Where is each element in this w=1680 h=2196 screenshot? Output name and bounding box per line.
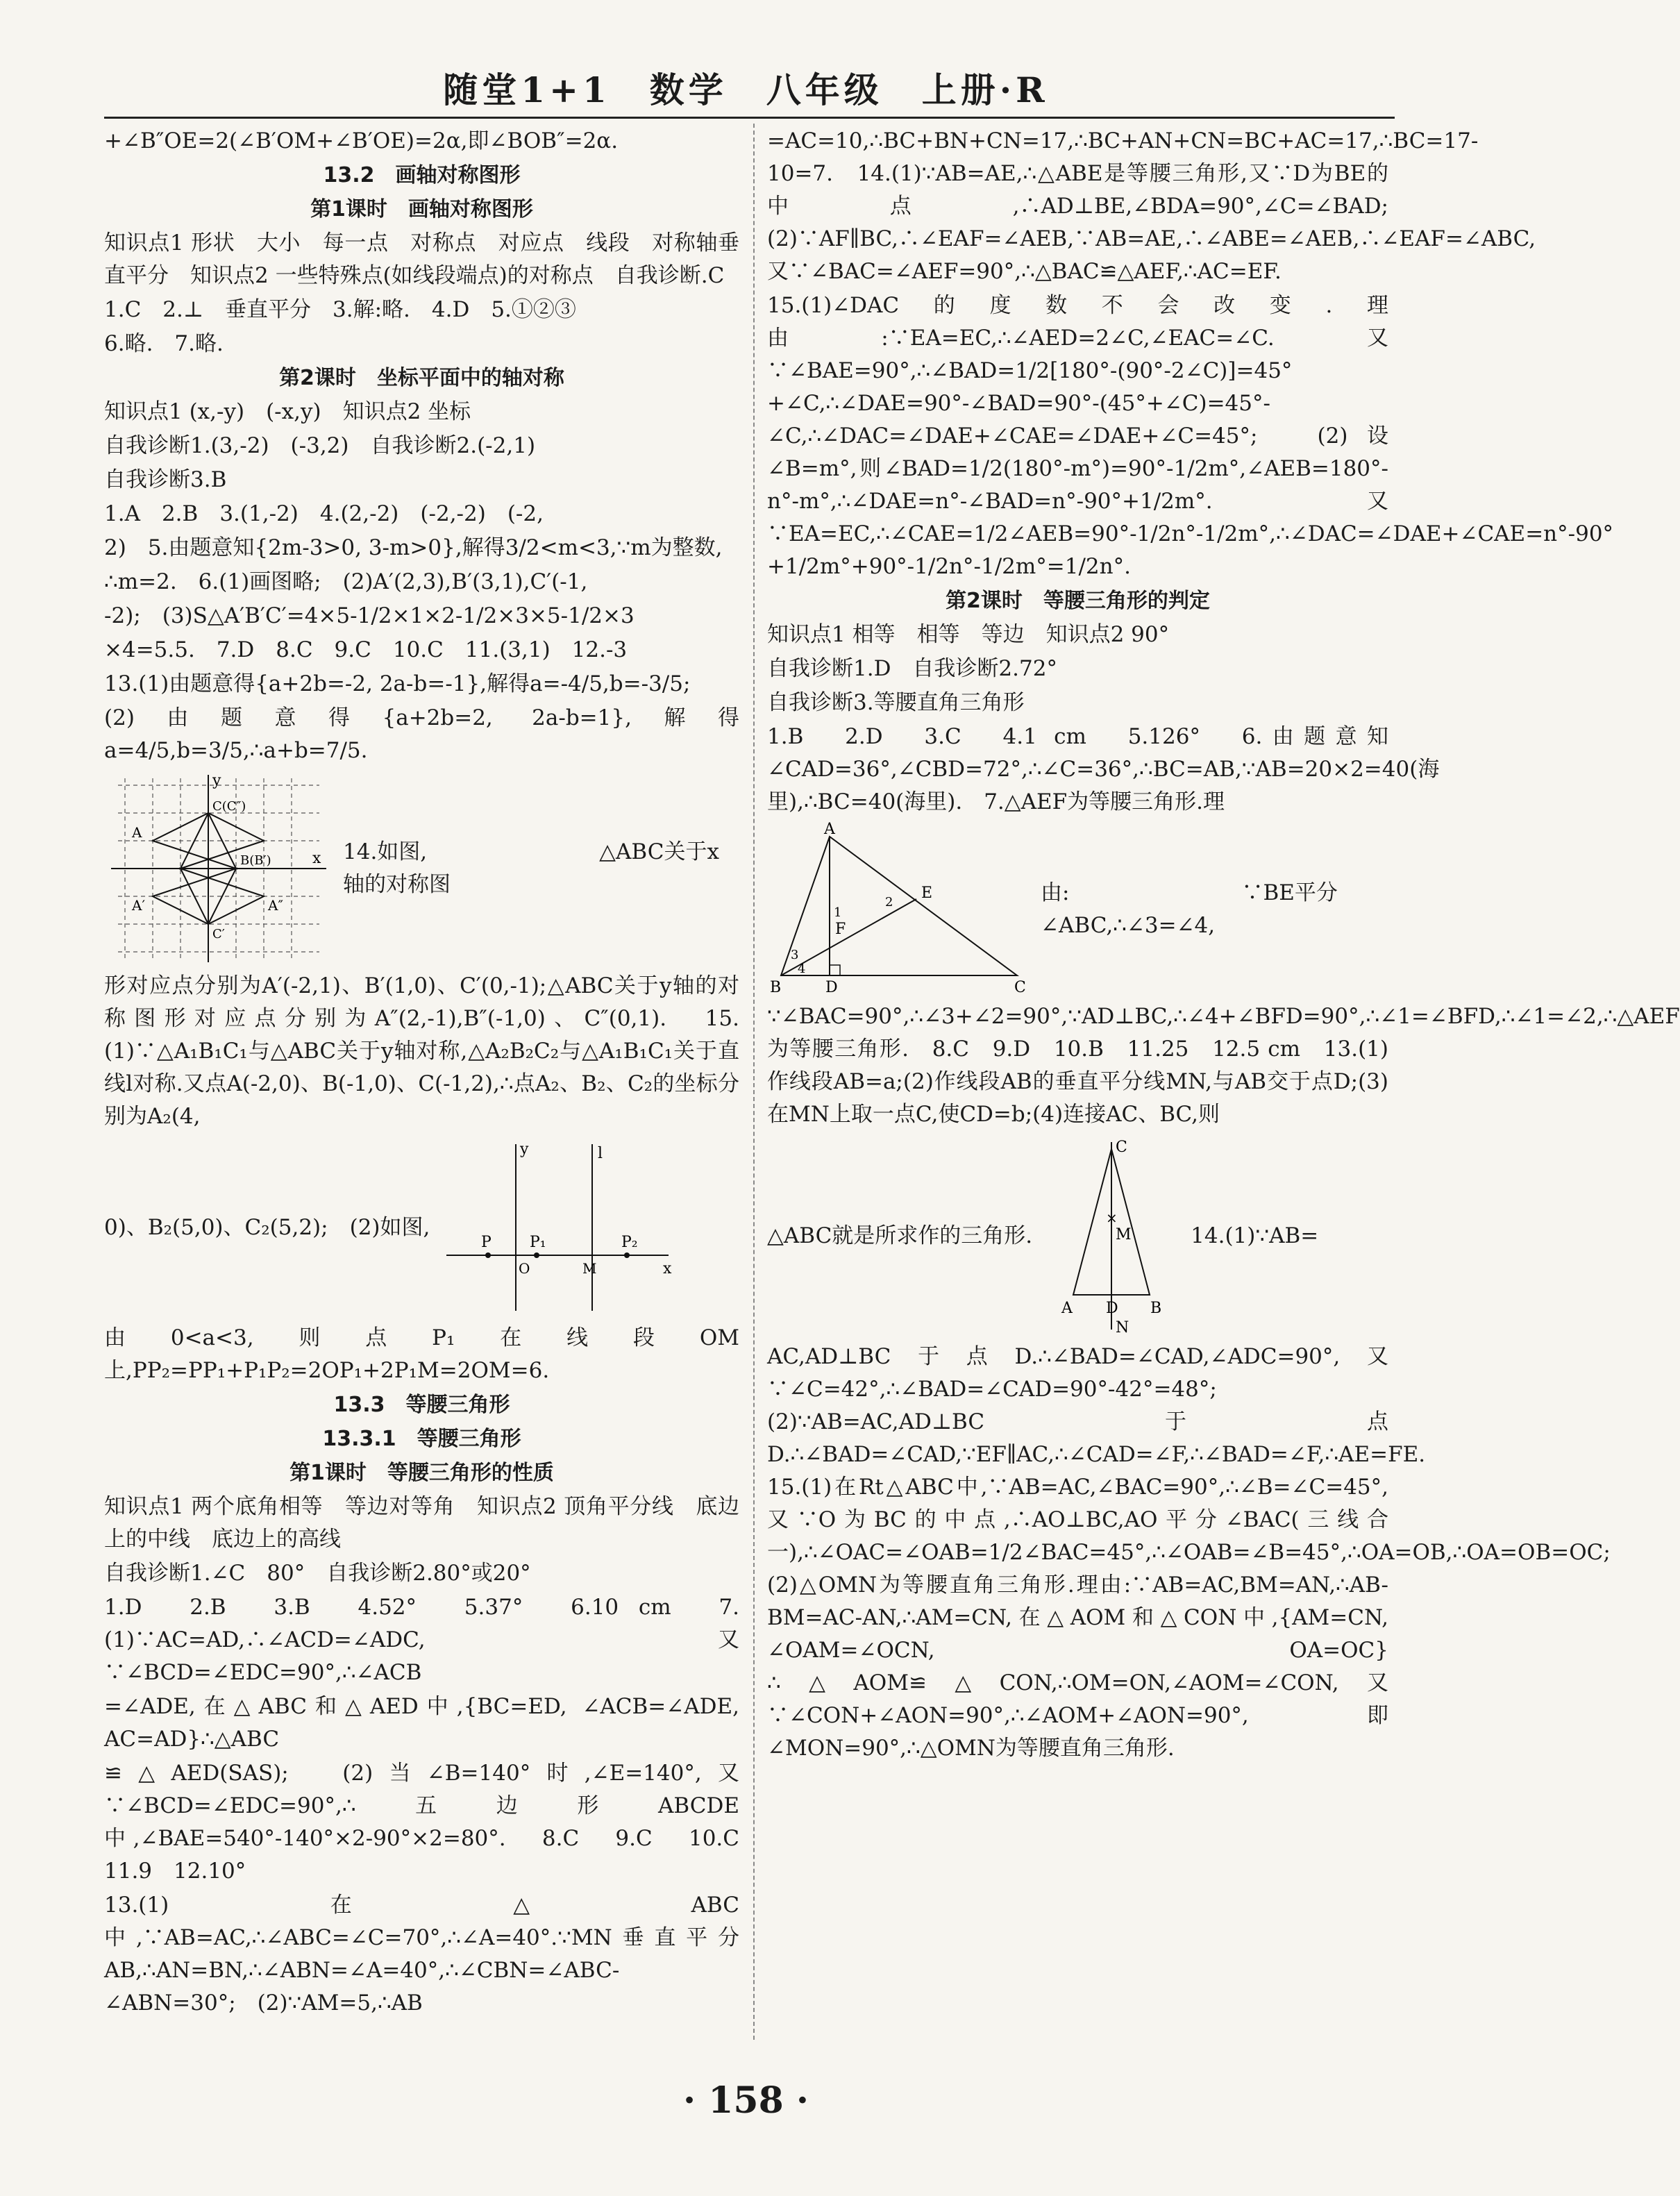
text-paragraph: (2)由题意得{a+2b=2, 2a-b=1},解得a=4/5,b=3/5,∴a+b=7/5.: [104, 705, 739, 763]
svg-text:A: A: [132, 824, 142, 841]
svg-text:P₁: P₁: [530, 1234, 546, 1251]
text-paragraph: 知识点1 相等 相等 等边 知识点2 90°: [767, 622, 1170, 647]
text-paragraph: =∠ADE,在△ABC和△AED中,{BC=ED, ∠ACB=∠ADE, AC=AD}∴△ABC: [104, 1694, 739, 1752]
svg-text:l: l: [598, 1145, 603, 1162]
svg-text:A″: A″: [268, 897, 283, 914]
text-line: +∠B″OE=2(∠B′OM+∠B′OE)=2α,即∠BOB″=2α.: [104, 128, 619, 153]
text-paragraph: =AC=10,∴BC+BN+CN=17,∴BC+AN+CN=BC+AC=17,∴BC=17-10=7. 14.(1)∵AB=AE,∴△ABE是等腰三角形,又∵D为BE的中点,∴AD⊥BE,∠BDA=90°,∠C=∠BAD; (2)∵AF∥BC,∴∠EAF=∠AEB,∵AB=AE,∴∠ABE=∠AEB,∴∠EAF=∠ABC,又∵∠BAC=∠AEF=90°,∴△BAC≌△AEF,∴AC=EF.: [767, 128, 1536, 284]
lesson-title: 第2课时 等腰三角形的判定: [946, 589, 1210, 613]
svg-text:x: x: [663, 1260, 672, 1277]
figure-7: [767, 823, 1388, 996]
lesson-title: 第1课时 画轴对称图形: [310, 197, 533, 221]
text-paragraph: 1.D 2.B 3.B 4.52° 5.37° 6.10 cm 7.(1)∵AC=AD,∴∠ACD=∠ADC,又∵∠BCD=∠EDC=90°,∴∠ACB: [104, 1595, 739, 1685]
construction-figure-13: [1042, 1135, 1181, 1336]
column-divider: [753, 124, 755, 2040]
svg-text:×: ×: [1106, 1209, 1118, 1226]
svg-text:O: O: [519, 1260, 530, 1277]
section-title: 13.3.1 等腰三角形: [322, 1427, 521, 1451]
header-rule: [104, 117, 1395, 119]
lesson-title: 第1课时 等腰三角形的性质: [289, 1461, 554, 1485]
figure-caption: 由: ∵BE平分∠ABC,∴∠3=∠4,: [1041, 880, 1338, 938]
text-paragraph: 自我诊断3.B: [104, 467, 227, 492]
svg-text:E: E: [921, 885, 933, 902]
svg-text:A: A: [1061, 1300, 1073, 1317]
text-paragraph: ∵∠BAC=90°,∴∠3+∠2=90°,∵AD⊥BC,∴∠4+∠BFD=90°,∴∠1=∠BFD,∴∠1=∠2,∴△AEF为等腰三角形. 8.C 9.D 10.B 11.25 12.5 cm 13.(1)作线段AB=a;(2)作线段AB的垂直平分线MN,与AB交于点D;(3)在MN上取一点C,使CD=b;(4)连接AC、BC,则: [767, 1004, 1680, 1127]
text-paragraph: 形对应点分别为A′(-2,1)、B′(1,0)、C′(0,-1);△ABC关于y轴的对称图形对应点分别为A″(2,-1),B″(-1,0)、C″(0,1). 15.(1)∵△A₁B₁C₁与△ABC关于y轴对称,△A₂B₂C₂与△A₁B₁C₁关于直线l对称.又点A(-2,0)、B(-1,0)、C(-1,2),∴点A₂、B₂、C₂的坐标分别为A₂(4,: [104, 973, 739, 1129]
text-paragraph: 6.略. 7.略.: [104, 331, 224, 356]
svg-text:x: x: [312, 850, 321, 867]
figure-caption: 0)、B₂(5,0)、C₂(5,2); (2)如图,: [104, 1214, 430, 1240]
text-paragraph: -2); (3)S△A′B′C′=4×5-1/2×1×2-1/2×3×5-1/2×3: [104, 603, 635, 628]
text-paragraph: ∴m=2. 6.(1)画图略; (2)A′(2,3),B′(3,1),C′(-1,: [104, 569, 588, 594]
text-paragraph: 1.B 2.D 3.C 4.1 cm 5.126° 6.由题意知∠CAD=36°,∠CBD=72°,∴∠C=36°,∴BC=AB,∵AB=20×2=40(海里),∴BC=40(海里). 7.△AEF为等腰三角形.理: [767, 724, 1440, 814]
text-paragraph: AC,AD⊥BC于点D.∴∠BAD=∠CAD,∠ADC=90°,又∵∠C=42°,∴∠BAD=∠CAD=90°-42°=48°; (2)∵AB=AC,AD⊥BC于点D.∴∠BAD=∠CAD,∵EF∥AC,∴∠CAD=∠F,∴∠BAD=∠F,∴AE=FE. 15.(1)在Rt△ABC中,∵AB=AC,∠BAC=90°,∴∠B=∠C=45°,又∵O为BC的中点,∴AO⊥BC,AO平分∠BAC(三线合一),∴∠OAC=∠OAB=1/2∠BAC=45°,∴∠OAB=∠B=45°,∴OA=OB,∴OA=OB=OC; (2)△OMN为等腰直角三角形.理由:∵AB=AC,BM=AN,∴AB-BM=AC-AN,∴AM=CN,在△AOM和△CON中,{AM=CN, ∠OAM=∠OCN, OA=OC}∴△AOM≌△CON,∴OM=ON,∠AOM=∠CON,又∵∠CON+∠AON=90°,∴∠AOM+∠AON=90°,即∠MON=90°,∴△OMN为等腰直角三角形.: [767, 1344, 1632, 1761]
svg-text:B: B: [1150, 1300, 1162, 1317]
text-paragraph: 自我诊断1.D 自我诊断2.72°: [767, 656, 1057, 681]
svg-text:D: D: [1106, 1300, 1118, 1317]
svg-text:N: N: [1116, 1319, 1129, 1336]
svg-text:F: F: [835, 921, 846, 938]
text-paragraph: 自我诊断1.(3,-2) (-3,2) 自我诊断2.(-2,1): [104, 433, 536, 458]
figure-14: [104, 771, 739, 966]
figure-caption: 14.如图, △ABC关于x轴的对称图: [343, 839, 719, 897]
svg-text:M: M: [582, 1260, 597, 1277]
text-paragraph: 15.(1)∠DAC的度数不会改变.理由:∵EA=EC,∴∠AED=2∠C,∠EAC=∠C.又∵∠BAE=90°,∴∠BAD=1/2[180°-(90°-2∠C)]=45°+∠C,∴∠DAE=90°-∠BAD=90°-(45°+∠C)=45°-∠C,∴∠DAC=∠DAE+∠CAE=∠DAE+∠C=45°; (2)设∠B=m°,则∠BAD=1/2(180°-m°)=90°-1/2m°,∠AEB=180°-n°-m°,∴∠DAE=n°-∠BAD=n°-90°+1/2m°.又∵EA=EC,∴∠CAE=1/2∠AEB=90°-1/2n°-1/2m°,∴∠DAC=∠DAE+∠CAE=n°-90°+1/2m°+90°-1/2n°-1/2m°=1/2n°.: [767, 293, 1614, 579]
svg-text:D: D: [825, 979, 838, 996]
svg-text:2: 2: [885, 895, 893, 910]
text-paragraph: 13.(1)由题意得{a+2b=-2, 2a-b=-1},解得a=-4/5,b=-3/5;: [104, 671, 691, 696]
svg-text:B: B: [770, 979, 782, 996]
text-paragraph: 1.C 2.⊥ 垂直平分 3.解:略. 4.D 5.①②③: [104, 297, 576, 322]
figure-15: [104, 1137, 739, 1318]
svg-text:C: C: [1116, 1139, 1127, 1156]
text-paragraph: 知识点1 两个底角相等 等边对等角 知识点2 顶角平分线 底边上的中线 底边上的高线: [104, 1494, 739, 1552]
text-paragraph: 13.(1)在△ABC中,∵AB=AC,∴∠ABC=∠C=70°,∴∠A=40°.∵MN垂直平分AB,∴AN=BN,∴∠ABN=∠A=40°,∴∠CBN=∠ABC-∠ABN=30°; (2)∵AM=5,∴AB: [104, 1893, 739, 2015]
svg-text:P: P: [481, 1234, 492, 1251]
right-column: [767, 125, 1680, 1766]
section-title: 13.3 等腰三角形: [333, 1393, 510, 1417]
text-paragraph: ≌△AED(SAS); (2)当∠B=140°时,∠E=140°,又∵∠BCD=∠EDC=90°,∴五边形ABCDE中,∠BAE=540°-140°×2-90°×2=80°. 8.C 9.C 10.C 11.9 12.10°: [104, 1761, 761, 1884]
section-title: 13.2 画轴对称图形: [323, 163, 521, 187]
svg-text:y: y: [212, 772, 221, 789]
svg-text:3: 3: [791, 948, 799, 962]
page-header: 随堂1+1 数学 八年级 上册·R: [443, 69, 1049, 110]
grid-symmetry-figure: [104, 771, 333, 966]
axis-line-figure: [439, 1137, 675, 1318]
figure-caption: 14.(1)∵AB=: [1191, 1223, 1319, 1248]
text-paragraph: 1.A 2.B 3.(1,-2) 4.(2,-2) (-2,-2) (-2,: [104, 501, 544, 526]
text-paragraph: 2) 5.由题意知{2m-3>0, 3-m>0},解得3/2<m<3,∵m为整数,: [104, 535, 723, 560]
left-column: [104, 125, 761, 2021]
text-paragraph: 自我诊断1.∠C 80° 自我诊断2.80°或20°: [104, 1561, 531, 1586]
svg-text:1: 1: [834, 905, 842, 920]
svg-text:4: 4: [798, 962, 806, 976]
svg-text:C: C: [1014, 979, 1026, 996]
triangle-figure-7: [767, 823, 1031, 996]
svg-text:A: A: [824, 821, 835, 838]
text-paragraph: 由0<a<3,则点P₁在线段OM上,PP₂=PP₁+P₁P₂=2OP₁+2P₁M=2OM=6.: [104, 1325, 739, 1383]
page-number: · 158 ·: [683, 2079, 809, 2122]
svg-text:C′: C′: [212, 927, 225, 941]
figure-13: [767, 1135, 1388, 1336]
text-paragraph: ×4=5.5. 7.D 8.C 9.C 10.C 11.(3,1) 12.-3: [104, 637, 628, 662]
svg-text:P₂: P₂: [621, 1234, 638, 1251]
svg-text:y: y: [520, 1141, 529, 1158]
svg-text:B(B′): B(B′): [240, 853, 271, 868]
figure-caption: △ABC就是所求作的三角形.: [767, 1223, 1033, 1248]
text-paragraph: 自我诊断3.等腰直角三角形: [767, 690, 1025, 715]
lesson-title: 第2课时 坐标平面中的轴对称: [279, 366, 564, 390]
text-paragraph: 知识点1 形状 大小 每一点 对称点 对应点 线段 对称轴垂直平分 知识点2 一些特殊点(如线段端点)的对称点 自我诊断.C: [104, 231, 739, 288]
svg-text:M: M: [1116, 1226, 1132, 1243]
svg-text:C(C″): C(C″): [212, 799, 246, 814]
text-paragraph: 知识点1 (x,-y) (-x,y) 知识点2 坐标: [104, 399, 471, 424]
svg-text:A′: A′: [132, 897, 145, 914]
